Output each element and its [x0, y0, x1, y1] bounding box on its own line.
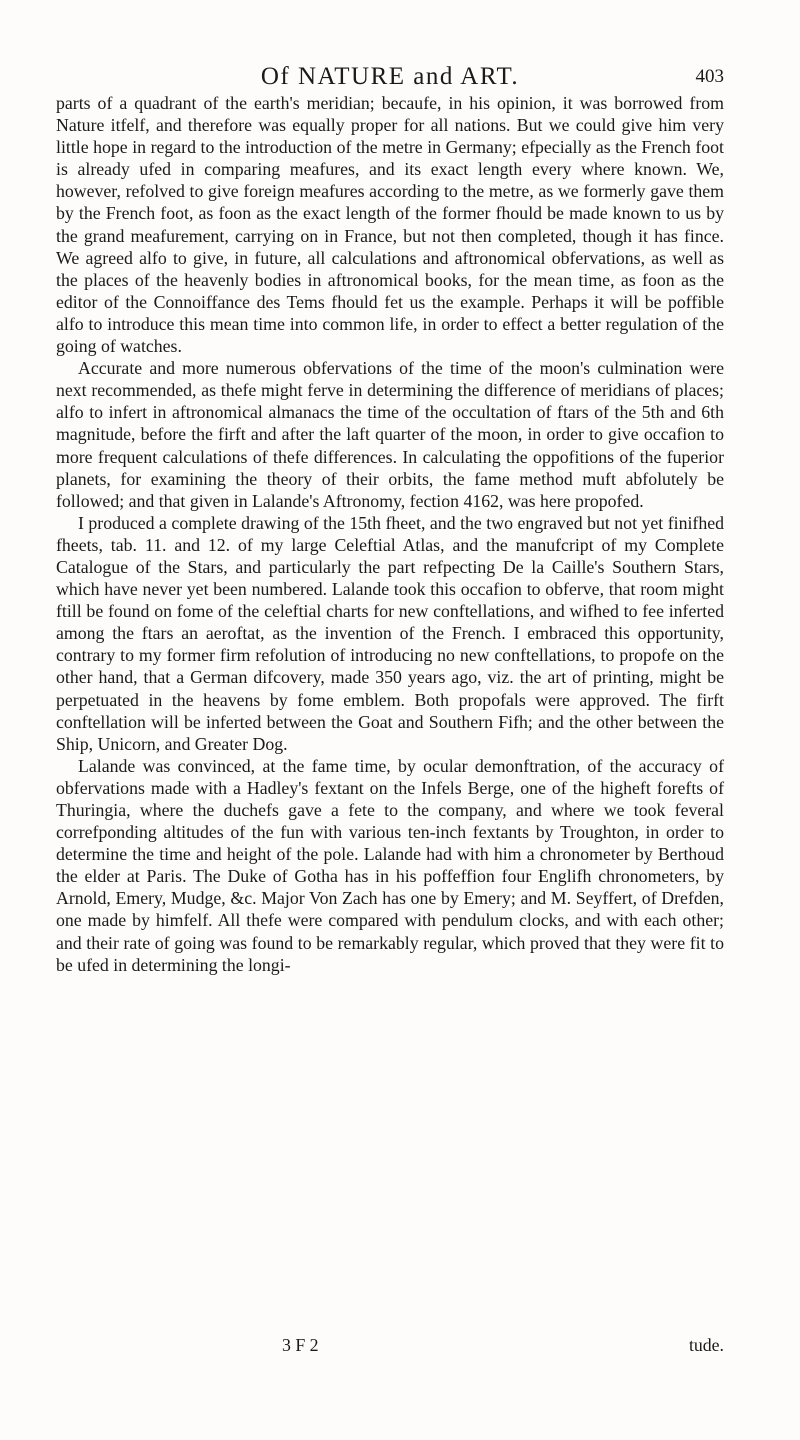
- paragraph-moon-culmination: Accurate and more numerous obfervations of the time of the moon's culmination were next recommended, as thefe might ferve in determining the difference of meridians of places; alfo to infert in aftronomical almanacs the time of the occultation of ftars of the 5th and 6th magnitude, before the firft and after the laft quarter of the moon, in order to give occafion to more frequent calculations of thefe differences. In calculating the oppofitions of the fuperior planets, for examining the theory of their orbits, the fame method muft abfolutely be followed; and that given in Lalande's Aftronomy, fection 4162, was here propofed.: [56, 358, 724, 511]
- catchword: tude.: [688, 1335, 724, 1355]
- paragraph-lalande-demonstration: Lalande was convinced, at the fame time, by ocular demonftration, of the accuracy of obfervations made with a Hadley's fextant on the Infels Berge, one of the higheft forefts of Thuringia, where the duchefs gave a fete to the company, and where we took feveral correfponding altitudes of the fun with various ten-inch fextants by Troughton, in order to determine the time and height of the pole. Lalande had with him a chronometer by Berthoud the elder at Paris. The Duke of Gotha has in his poffeffion four Englifh chronometers, by Arnold, Emery, Mudge, &c. Major Von Zach has one by Emery; and M. Seyffert, of Drefden, one made by himfelf. All thefe were compared with pendulum clocks, and with each other; and their rate of going was found to be remarkably regular, which proved that they were fit to be ufed in determining the longi-: [56, 755, 724, 975]
- paragraph-continued: parts of a quadrant of the earth's meridian; becaufe, in his opinion, it was borrowed from Nature itfelf, and therefore was equally proper for all nations. But we could give him very little hope in regard to the introduction of the metre in Germany; efpecially as the French foot is already ufed in comparing meafures, and its exact length every where known. We, however, refolved to give foreign meafures according to the metre, as we formerly gave them by the French foot, as foon as the exact length of the former fhould be made known to us by the grand meafurement, carrying on in France, but not then completed, though it has fince. We agreed alfo to give, in future, all calculations and aftronomical obfervations, as well as the places of the heavenly bodies in aftronomical books, for the mean time, as foon as the editor of the Connoiffance des Tems fhould fet us the example. Perhaps it will be poffible alfo to introduce this mean time into common life, in order to effect a better regulation of the going of watches.: [56, 93, 724, 357]
- body-text: [56, 92, 724, 976]
- signature-mark: 3 F 2: [282, 1335, 319, 1355]
- running-title: Of NATURE and ART.: [260, 63, 520, 90]
- running-head: [56, 62, 724, 92]
- paragraph-celestial-atlas: I produced a complete drawing of the 15th fheet, and the two engraved but not yet finifhed fheets, tab. 11. and 12. of my large Celeftial Atlas, and the manufcript of my Complete Catalogue of the Stars, and particularly the part refpecting De la Caille's Southern Stars, which have never yet been numbered. Lalande took this occafion to obferve, that room might ftill be found on fome of the celeftial charts for new conftellations, and wifhed to fee inferted among the ftars an aeroftat, as the invention of the French. I embraced this opportunity, contrary to my former firm refolution of introducing no new conftellations, to propofe on the other hand, that a German difcovery, made 350 years ago, viz. the art of printing, might be perpetuated in the heavens by fome emblem. Both propofals were approved. The firft conftellation will be inferted between the Goat and Southern Fifh; and the other between the Ship, Unicorn, and Greater Dog.: [56, 512, 724, 754]
- page-footer: [56, 1334, 724, 1356]
- page-number: 403: [695, 66, 724, 87]
